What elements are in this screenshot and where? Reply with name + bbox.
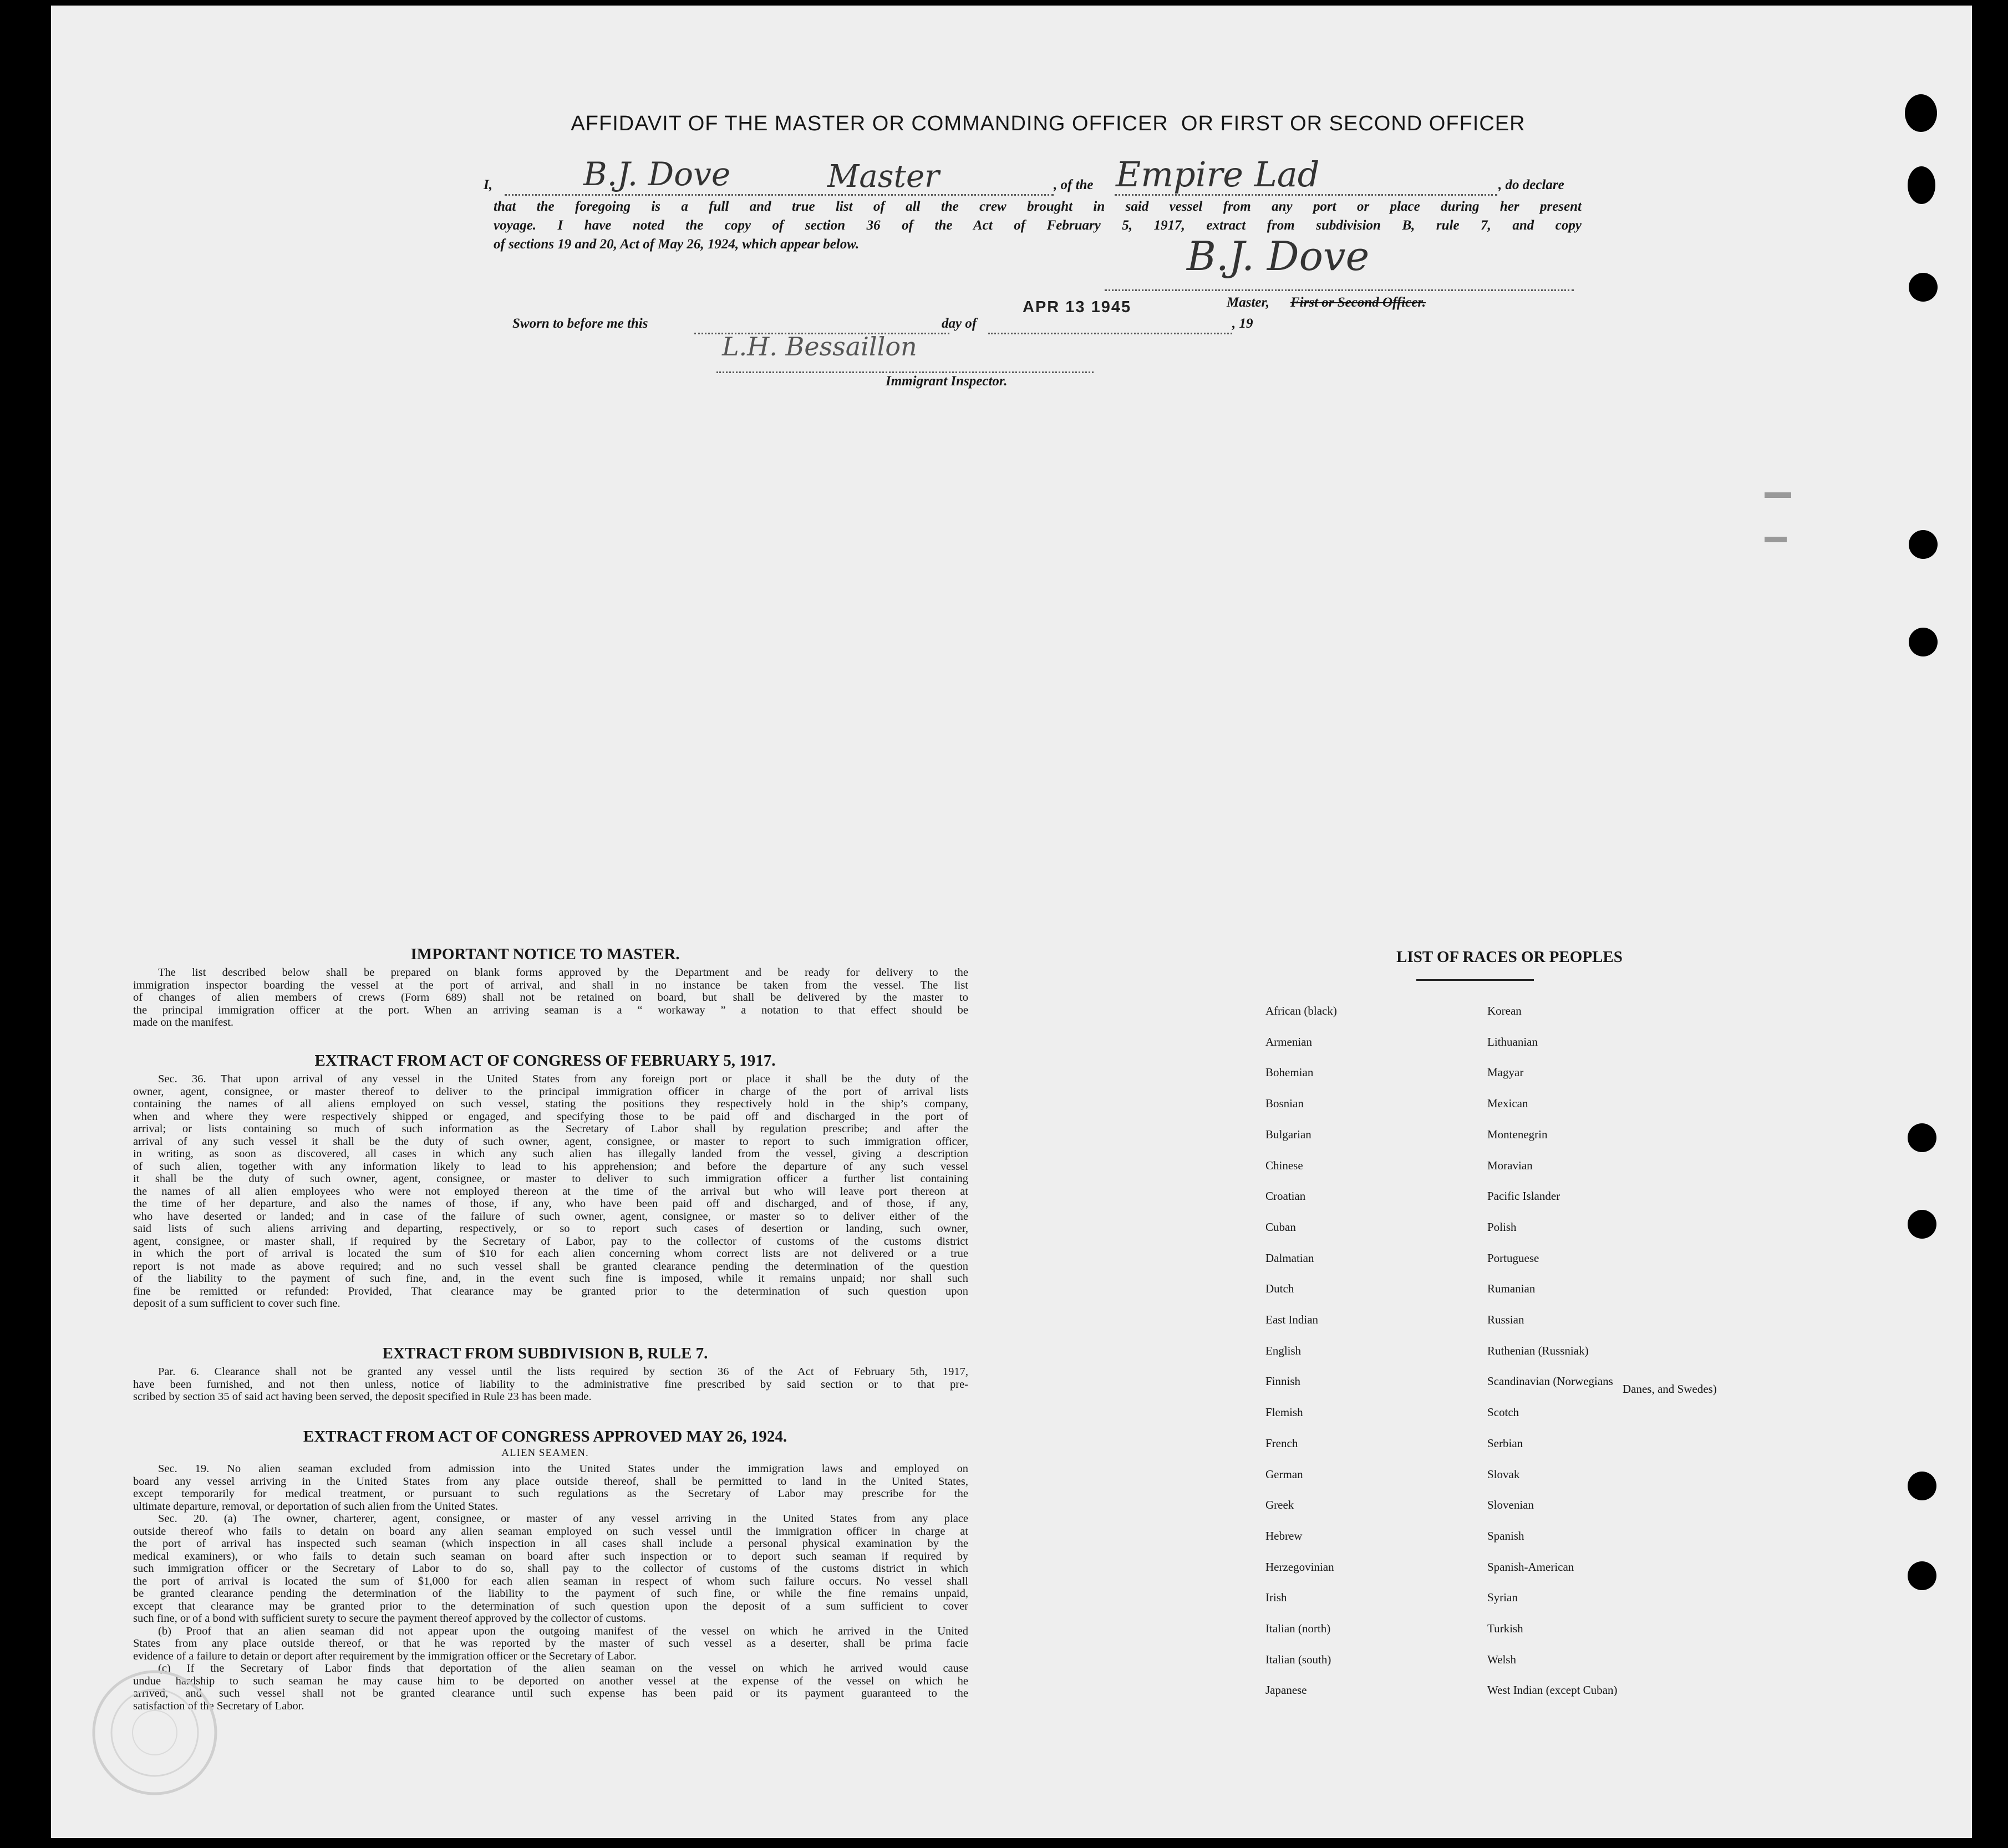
race-item: Lithuanian	[1487, 1035, 1538, 1048]
race-item: Japanese	[1265, 1683, 1307, 1697]
extract-1924-subtitle: ALIEN SEAMEN.	[501, 1447, 589, 1459]
smudge-mark	[1765, 492, 1791, 498]
text-line: States from any place outside thereof, or that he was reported by the master of such vessel as a deserter, shall be prima facie	[133, 1637, 968, 1650]
race-item: Spanish-American	[1487, 1560, 1574, 1574]
text-line: Sec. 20. (a) The owner, charterer, agent, consignee, or master of any vessel arriving in the United States from any place	[158, 1513, 968, 1525]
text-line: have been furnished, and not then unless, notice of liability to the administrative fine prescribed by said section or to that pre-	[133, 1378, 968, 1391]
notice-line: made on the manifest.	[133, 1016, 234, 1029]
text-line: Sec. 19. No alien seaman excluded from admission into the United States under the immigration laws and employed on	[158, 1463, 968, 1475]
text-line: except temporarily for medical treatment, or pursuant to such regulations as the Secretary of Labor may prescribe for the	[133, 1488, 968, 1500]
race-item: English	[1265, 1343, 1302, 1357]
punch-hole	[1905, 94, 1937, 132]
rule-7-title: EXTRACT FROM SUBDIVISION B, RULE 7.	[382, 1345, 708, 1362]
race-item: Magyar	[1487, 1066, 1524, 1080]
race-item: Slovenian	[1487, 1498, 1534, 1512]
text-line: report is not made as above required; and no such vessel shall be granted clearance pending the determination of the question	[133, 1260, 968, 1272]
text-line: when and where they were respectively shipped or engaged, and specifying those to be paid off and discharged in the port of	[133, 1110, 968, 1123]
race-item: Welsh	[1487, 1652, 1516, 1666]
race-item: French	[1265, 1436, 1298, 1450]
text-line: Sec. 36. That upon arrival of any vessel in the United States from any foreign port or place it shall be the duty of the	[158, 1073, 968, 1085]
race-item: Flemish	[1265, 1406, 1303, 1419]
text-line: be granted clearance pending the determination of the liability to the payment of such fine, or while the fine remains unpaid,	[133, 1587, 968, 1600]
race-item: African (black)	[1265, 1004, 1337, 1017]
race-item: East Indian	[1265, 1313, 1319, 1326]
punch-hole	[1909, 628, 1938, 656]
text-line: it shall be the duty of such owner, agent, consignee, or master to deliver to such immigration officer a further list containing	[133, 1173, 968, 1185]
inspector-label: Immigrant Inspector.	[886, 374, 1008, 389]
punch-hole	[1909, 273, 1938, 302]
text-line: Par. 6. Clearance shall not be granted any vessel until the lists required by section 36 of the Act of February 5th, 1917,	[158, 1366, 968, 1378]
do-declare-label: , do declare	[1498, 177, 1564, 192]
text-line: arrived, and such vessel shall not be granted clearance until such expense has been paid or its payment guaranteed to the	[133, 1687, 968, 1699]
text-line: the names of all alien employees who were not employed thereon at the time of the arrival but who will leave port thereon at	[133, 1185, 968, 1198]
race-item: Pacific Islander	[1487, 1189, 1560, 1203]
race-item: Moravian	[1487, 1158, 1533, 1172]
race-item: Slovak	[1487, 1467, 1520, 1481]
races-title-underline	[1416, 979, 1534, 981]
text-line: fine be remitted or refunded: Provided, That clearance may be granted prior to the determination of such question upon	[133, 1285, 968, 1297]
declaration-line-3: voyage. I have noted the copy of section 36 of the Act of February 5, 1917, extract from subdivision B, rule 7, and copy	[494, 218, 1582, 233]
year-label: , 19	[1232, 316, 1253, 331]
affidavit-i-label: I,	[484, 177, 492, 192]
text-line: containing the names of all aliens employed on such vessel, stating the positions they respectively hold in the ship’s company,	[133, 1098, 968, 1110]
race-item: Irish	[1265, 1591, 1287, 1605]
race-item: Italian (north)	[1265, 1622, 1331, 1635]
ship-handwriting: Empire Lad	[1116, 154, 1320, 195]
master-signature: B.J. Dove	[1187, 233, 1370, 279]
rule-7-text	[133, 1366, 968, 1403]
race-item: Hebrew	[1265, 1529, 1303, 1542]
extract-1917-title: EXTRACT FROM ACT OF CONGRESS OF FEBRUARY 5, 1917.	[314, 1052, 776, 1070]
text-line: medical examiners), or who fails to detain such seaman on board after such inspection or to deport such seaman if required by	[133, 1550, 968, 1562]
extract-1917-text	[133, 1073, 968, 1310]
race-item: Chinese	[1265, 1158, 1303, 1172]
race-item: Montenegrin	[1487, 1127, 1548, 1141]
race-item: Scandinavian (Norwegians	[1487, 1374, 1613, 1388]
race-item: Syrian	[1487, 1591, 1518, 1605]
master-label: Master,	[1227, 295, 1270, 310]
notice-line: The list described below shall be prepared on blank forms approved by the Department and be ready for delivery to the	[158, 966, 968, 979]
text-line: (b) Proof that an alien seaman did not appear upon the outgoing manifest of the vessel on which he arrived in the United	[158, 1625, 968, 1637]
name-handwriting: B.J. Dove	[583, 155, 731, 193]
race-item: Mexican	[1487, 1097, 1528, 1111]
race-item: Finnish	[1265, 1374, 1301, 1388]
race-item: West Indian (except Cuban)	[1487, 1683, 1618, 1697]
text-line: said lists of such aliens arriving and departing, respectively, or so to report such cases of desertion or landing, such owner,	[133, 1223, 968, 1235]
text-line: owner, agent, consignee, or master thereof to deliver to the principal immigration officer in charge of the port of arrival lists	[133, 1085, 968, 1098]
rank-handwriting: Master	[827, 159, 939, 195]
text-line: the port of arrival is located the sum of $1,000 for each alien seaman in respect of whom such failure occurs. No vessel shall	[133, 1575, 968, 1587]
text-line: evidence of a failure to detain or deport after requirement by the immigration officer or the Secretary of Labor.	[133, 1650, 637, 1662]
extract-1924-title: EXTRACT FROM ACT OF CONGRESS APPROVED MAY 26, 1924.	[303, 1428, 787, 1445]
signature-line	[1105, 289, 1574, 291]
notice-title: IMPORTANT NOTICE TO MASTER.	[410, 945, 680, 963]
text-line: in which the port of arrival is located the sum of $10 for each alien concerning whom correct lists are not delivered or a true	[133, 1248, 968, 1260]
punch-hole	[1908, 1561, 1936, 1590]
text-line: such fine, or of a bond with sufficient surety to secure the payment thereof approved by the collector of customs.	[133, 1612, 646, 1625]
of-the-label: , of the	[1054, 177, 1094, 192]
name-line	[505, 194, 1054, 196]
text-line: in writing, as soon as discovered, all cases in which any such alien has illegally landed from the vessel, giving a description	[133, 1148, 968, 1160]
smudge-mark	[1765, 537, 1787, 542]
struck-officer-label: First or Second Officer.	[1290, 295, 1426, 310]
race-item: Italian (south)	[1265, 1652, 1331, 1666]
text-line: deposit of a sum sufficient to cover such fine.	[133, 1297, 340, 1310]
text-line: of such alien, together with any information likely to lead to his apprehension; and before the departure of any such vessel	[133, 1160, 968, 1173]
race-item: German	[1265, 1467, 1303, 1481]
text-line: arrival of any such vessel it shall be the duty of such owner, agent, consignee, or master to report to such immigration officer,	[133, 1135, 968, 1148]
notice-line: the principal immigration officer at the port. When an arriving seaman is a “ workaway ” a notation to that effect should be	[133, 1004, 968, 1016]
sworn-month-line	[988, 333, 1232, 334]
race-item: Ruthenian (Russniak)	[1487, 1343, 1589, 1357]
inspector-signature: L.H. Bessaillon	[722, 332, 917, 362]
race-item: Russian	[1487, 1313, 1524, 1326]
text-line: scribed by section 35 of said act having been served, the deposit specified in Rule 23 has been made.	[133, 1391, 592, 1403]
race-item: Dutch	[1265, 1282, 1294, 1296]
race-item: Dalmatian	[1265, 1251, 1314, 1265]
race-item: Serbian	[1487, 1436, 1523, 1450]
race-item: Spanish	[1487, 1529, 1524, 1542]
text-line: agent, consignee, or master shall, if required by the Secretary of Labor, pay to the collector of customs of the customs district	[133, 1235, 968, 1248]
affidavit-title: AFFIDAVIT OF THE MASTER OR COMMANDING OFFICER OR FIRST OR SECOND OFFICER	[571, 112, 1526, 135]
text-line: except that clearance may be granted prior to the determination of such question upon the deposit of a sum sufficient to cover	[133, 1600, 968, 1612]
date-stamp: APR 13 1945	[1023, 298, 1132, 316]
race-item: Portuguese	[1487, 1251, 1539, 1265]
race-item: Croatian	[1265, 1189, 1306, 1203]
document-page	[51, 6, 1972, 1838]
punch-hole	[1908, 1210, 1936, 1239]
punch-hole	[1908, 166, 1935, 204]
race-item: Rumanian	[1487, 1282, 1536, 1296]
punch-hole	[1909, 530, 1938, 559]
race-item: Bulgarian	[1265, 1127, 1311, 1141]
text-line: ultimate departure, removal, or deportation of such alien from the United States.	[133, 1500, 499, 1513]
text-line: of the liability to the payment of such fine, and, in the event such fine is imposed, while it remains unpaid; nor shall such	[133, 1272, 968, 1285]
sworn-label: Sworn to before me this	[512, 316, 648, 331]
text-line: undue hardship to such seaman he may cause him to be deported on another vessel at the expense of the vessel on which he	[133, 1674, 968, 1687]
race-item: Bosnian	[1265, 1097, 1304, 1111]
race-item: Korean	[1487, 1004, 1522, 1017]
race-item: Armenian	[1265, 1035, 1312, 1048]
text-line: satisfaction of the Secretary of Labor.	[133, 1699, 304, 1712]
inspector-line	[716, 371, 1094, 373]
declaration-line-2: that the foregoing is a full and true list of all the crew brought in said vessel from any port or place during her present	[494, 199, 1582, 214]
race-item: Turkish	[1487, 1622, 1523, 1635]
notice-text	[133, 966, 968, 1029]
races-title: LIST OF RACES OR PEOPLES	[1396, 948, 1623, 966]
race-item: Greek	[1265, 1498, 1294, 1512]
declaration-line-4: of sections 19 and 20, Act of May 26, 1924, which appear below.	[494, 237, 860, 252]
race-item: Cuban	[1265, 1220, 1296, 1234]
notice-line: of changes of alien members of crews (Form 689) shall not be retained on board, but shall be delivered by the master to	[133, 991, 968, 1004]
day-of-label: day of	[942, 316, 977, 331]
notice-line: immigration inspector boarding the vessel at the port of arrival, and shall in no instance be taken from the vessel. The list	[133, 979, 968, 991]
race-item: Herzegovinian	[1265, 1560, 1334, 1574]
text-line: who have deserted or landed; and in case of the failure of such owner, agent, consignee, or master so to deliver either of the	[133, 1210, 968, 1223]
text-line: board any vessel arriving in the United States from any place outside thereof, shall be permitted to land in the United States,	[133, 1475, 968, 1488]
text-line: the port of arrival has inspected such seaman (which inspection in all cases shall include a personal physical examination by the	[133, 1538, 968, 1550]
text-line: the time of her departure, and also the names of those, if any, who have been paid off and discharged, and of those, if any,	[133, 1198, 968, 1210]
embossed-seal	[85, 1663, 224, 1802]
text-line: (c) If the Secretary of Labor finds that deportation of the alien seaman on the vessel on which he arrived would cause	[158, 1662, 968, 1674]
extract-1924-text	[133, 1463, 968, 1712]
race-item: Scotch	[1487, 1406, 1519, 1419]
text-line: such immigration officer or the Secretary of Labor to do so, shall pay to the collector of customs of the customs district in which	[133, 1562, 968, 1575]
text-line: arrival; or lists containing so much of such information as the Secretary of Labor shall by regulation prescribe; and after the	[133, 1123, 968, 1135]
race-item: Polish	[1487, 1220, 1517, 1234]
race-item: Bohemian	[1265, 1066, 1314, 1080]
punch-hole	[1908, 1123, 1936, 1152]
race-item-continuation: Danes, and Swedes)	[1623, 1382, 1717, 1396]
punch-hole	[1908, 1472, 1936, 1500]
text-line: outside thereof who fails to detain on board any alien seaman employed on such vessel until the immigration officer in charge at	[133, 1525, 968, 1538]
